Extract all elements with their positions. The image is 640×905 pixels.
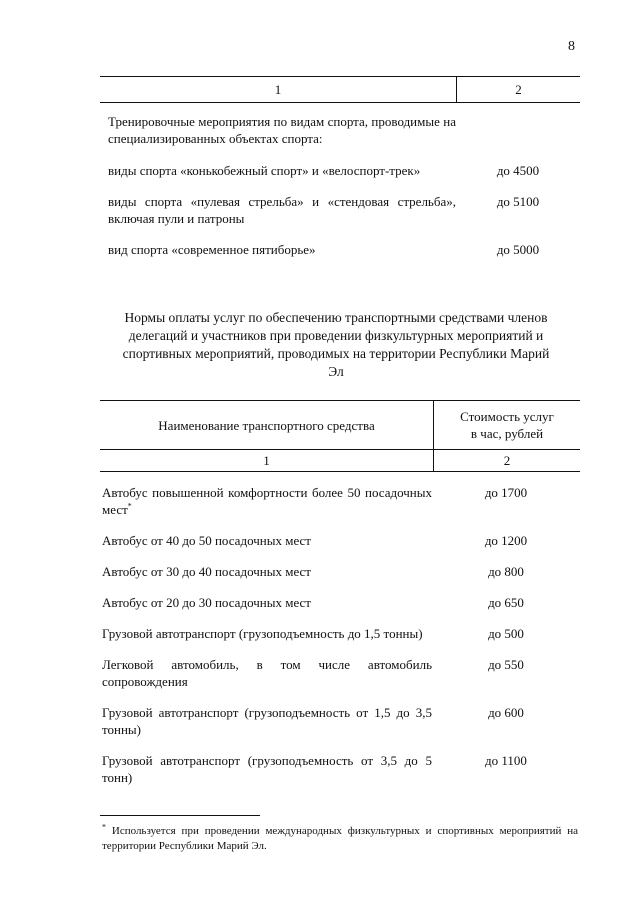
section-heading: Нормы оплаты услуг по обеспечению транспортными средствами членов делегаций и участников при проведении физкультурных мероприятий и спортивных мероприятий, проводимых на территории Республики Марий Эл	[122, 310, 550, 379]
row-value: до 5100	[496, 194, 540, 209]
table-header	[100, 400, 580, 449]
table-row	[108, 113, 580, 147]
row-value: до 1700	[484, 485, 528, 500]
column-number-2: 2	[503, 453, 511, 468]
row-name: Автобус от 40 до 50 посадочных мест	[102, 533, 311, 548]
table-row	[102, 656, 580, 690]
table-row	[102, 532, 580, 549]
transport-rates-table	[100, 400, 580, 786]
row-name: вид спорта «современное пятиборье»	[108, 242, 316, 257]
table-row	[102, 704, 580, 738]
table-row	[108, 193, 580, 227]
footnote-text: Используется при проведении международных физкультурных и спортивных мероприятий на территории Республики Марий Эл.	[102, 825, 578, 852]
row-name: Грузовой автотранспорт (грузоподъемность от 1,5 до 3,5 тонны)	[102, 705, 432, 737]
footnote	[102, 824, 578, 854]
row-name: виды спорта «конькобежный спорт» и «велоспорт-трек»	[108, 163, 421, 178]
table-row	[108, 162, 580, 179]
column-title-vehicle: Наименование транспортного средства	[100, 401, 434, 449]
row-name-text: Автобус повышенной комфортности более 50 посадочных мест	[102, 485, 432, 517]
column-title-cost-line1: Стоимость услуг	[460, 409, 554, 424]
sports-events-table	[100, 76, 580, 258]
table-header	[100, 76, 580, 103]
row-name: Грузовой автотранспорт (грузоподъемность от 3,5 до 5 тонн)	[102, 753, 432, 785]
row-value: до 1100	[485, 753, 527, 768]
table-row	[102, 484, 580, 518]
row-name: Легковой автомобиль, в том числе автомобиль сопровождения	[102, 657, 432, 689]
table-row	[108, 241, 580, 258]
row-value: до 500	[488, 626, 524, 641]
column-number-2: 2	[515, 82, 522, 97]
row-value: до 650	[488, 595, 524, 610]
column-title-cost	[434, 401, 580, 449]
table-row	[102, 625, 580, 642]
footnote-mark: *	[127, 501, 132, 511]
column-title-cost-line2: в час, рублей	[470, 426, 544, 441]
row-value: до 600	[488, 705, 524, 720]
row-name: Грузовой автотранспорт (грузоподъемность до 1,5 тонны)	[102, 626, 423, 641]
footnote-divider	[100, 815, 260, 816]
row-value: до 550	[488, 657, 524, 672]
footnote-mark: *	[102, 822, 106, 832]
row-intro-text: Тренировочные мероприятия по видам спорта, проводимые на специализированных объектах спорта:	[108, 114, 456, 146]
table-row	[102, 752, 580, 786]
table-row	[102, 594, 580, 611]
column-numbers-row	[100, 449, 580, 472]
row-name: Автобус от 20 до 30 посадочных мест	[102, 595, 311, 610]
row-name: Автобус от 30 до 40 посадочных мест	[102, 564, 311, 579]
row-name: виды спорта «пулевая стрельба» и «стендовая стрельба», включая пули и патроны	[108, 194, 456, 226]
table-row	[102, 563, 580, 580]
row-value: до 800	[488, 564, 524, 579]
column-number-1: 1	[100, 77, 457, 102]
row-value: до 5000	[496, 242, 540, 257]
row-value: до 1200	[484, 533, 528, 548]
column-number-1: 1	[100, 450, 434, 471]
row-name	[102, 484, 432, 518]
page-number: 8	[568, 39, 575, 54]
row-value: до 4500	[496, 163, 540, 178]
